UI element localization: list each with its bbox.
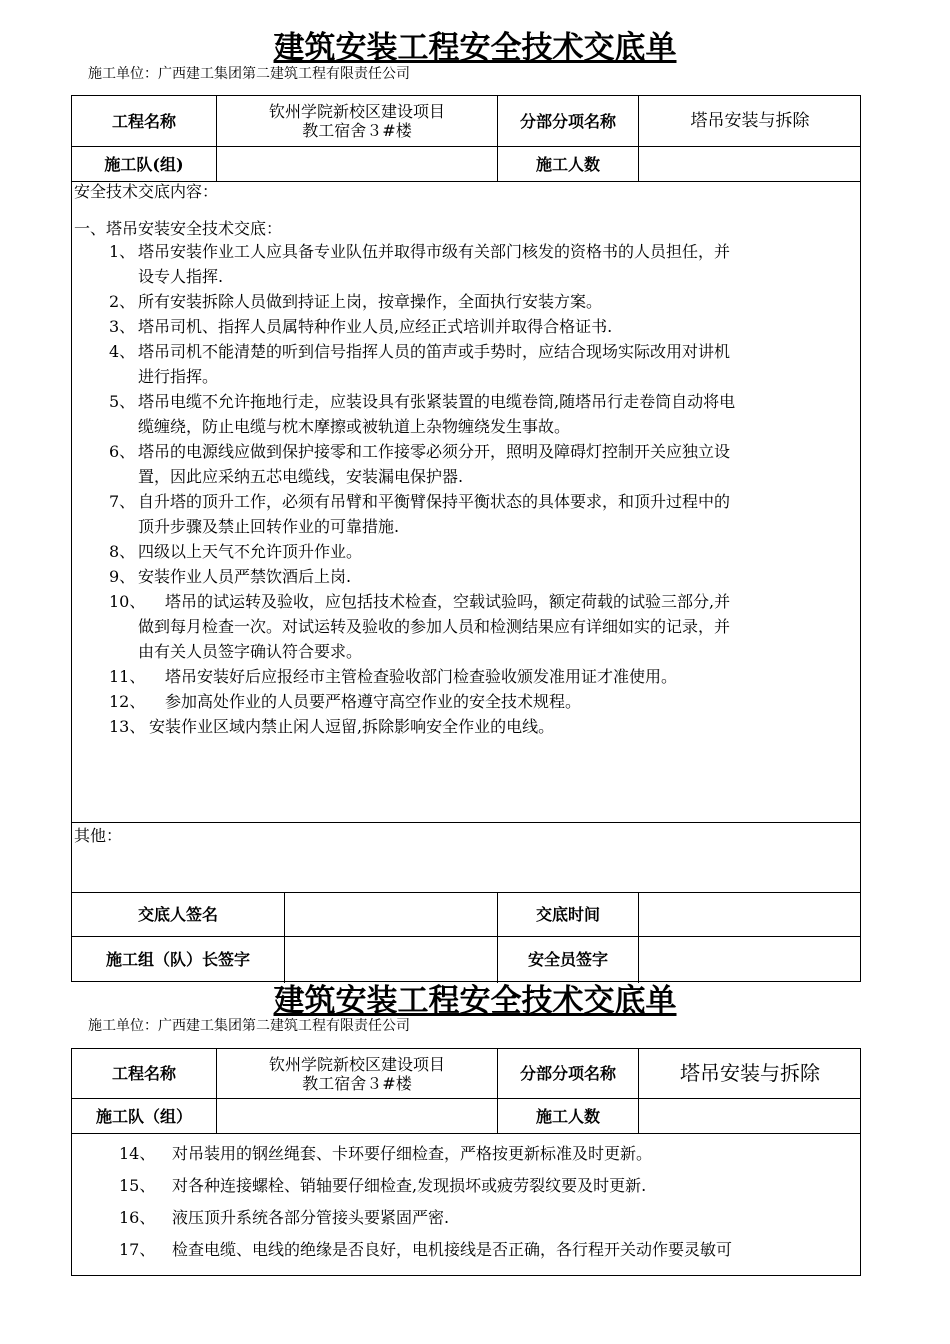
team-leader-signature-field[interactable]: [285, 937, 497, 982]
sub-item-value: 塔吊安装与拆除: [690, 110, 810, 131]
list-item-text: 塔吊安装作业工人应具备专业队伍并取得市级有关部门核发的资格书的人员担任，并: [138, 242, 731, 261]
list-item-text: 塔吊安装好后应报经市主管检查验收部门检查验收颁发准用证才准使用。: [149, 667, 678, 686]
list-item-number: 7、: [109, 492, 136, 511]
list-item-text: 设专人指挥.: [138, 267, 224, 286]
list-item-number: 3、: [109, 317, 136, 336]
list-item-number: 10、: [109, 592, 146, 611]
list-item-text: 进行指挥。: [138, 367, 219, 386]
list-item-number: 1、: [109, 242, 136, 261]
discloser-signature-field[interactable]: [285, 893, 497, 936]
list-item-text: 所有安装拆除人员做到持证上岗，按章操作，全面执行安装方案。: [138, 292, 603, 311]
team-value-2: [217, 1099, 497, 1133]
list-item-text: 塔吊司机、指挥人员属特种作业人员,应经正式培训并取得合格证书.: [138, 317, 613, 336]
project-name-value: [217, 96, 497, 146]
list-item-text: 置，因此应采纳五芯电缆线，安装漏电保护器.: [138, 467, 464, 486]
safety-officer-signature-label: 安全员签字: [527, 950, 608, 969]
list-item-text: 对吊装用的钢丝绳套、卡环要仔细检查，严格按更新标准及时更新。: [172, 1144, 653, 1163]
team-leader-signature-label: 施工组（队）长签字: [105, 950, 250, 969]
list-item-text: 塔吊电缆不允许拖地行走，应装设具有张紧装置的电缆卷筒,随塔吊行走卷筒自动将电: [138, 392, 736, 411]
list-item-number: 5、: [109, 392, 136, 411]
list-item-text: 四级以上天气不允许顶升作业。: [138, 542, 363, 561]
list-item-number: 15、: [119, 1176, 156, 1195]
sub-item-label: 分部分项名称: [519, 111, 616, 131]
worker-count-value-2: [639, 1099, 861, 1133]
list-item-text: 塔吊的电源线应做到保护接零和工作接零必须分开，照明及障碍灯控制开关应独立设: [138, 442, 731, 461]
content-label: 安全技术交底内容：: [74, 182, 219, 201]
list-item-text: 自升塔的顶升工作，必须有吊臂和平衡臂保持平衡状态的具体要求，和顶升过程中的: [138, 492, 731, 511]
section-title: 一、塔吊安装安全技术交底：: [74, 219, 283, 238]
worker-count-value: [639, 147, 861, 181]
list-item-number: 9、: [109, 567, 136, 586]
list-item-number: 8、: [109, 542, 136, 561]
list-item-text: 安装作业区域内禁止闲人逗留,拆除影响安全作业的电线。: [149, 717, 555, 736]
list-item-text: 对各种连接螺栓、销轴要仔细检查,发现损坏或疲劳裂纹要及时更新.: [172, 1176, 647, 1195]
list-item-text: 参加高处作业的人员要严格遵守高空作业的安全技术规程。: [149, 692, 582, 711]
sub-item-label-2: 分部分项名称: [519, 1064, 616, 1083]
sheet-1-form-table: [71, 95, 861, 982]
list-item-number: 12、: [109, 692, 146, 711]
sheet-2-title: 建筑安装工程安全技术交底单: [273, 983, 677, 1019]
list-item-number: 16、: [119, 1208, 156, 1227]
list-item-number: 6、: [109, 442, 136, 461]
team-label: 施工队(组): [104, 154, 184, 174]
discloser-signature-label: 交底人签名: [137, 905, 218, 924]
sheet-2-form-table: [71, 1048, 861, 1276]
disclosure-time-field[interactable]: [639, 893, 861, 936]
list-item-text: 做到每月检查一次。对试运转及验收的参加人员和检测结果应有详细如实的记录，并: [138, 617, 731, 636]
team-value: [217, 147, 497, 181]
list-item-number: 2、: [109, 292, 136, 311]
list-item-text: 安装作业人员严禁饮酒后上岗.: [138, 567, 352, 586]
project-name-label: 工程名称: [111, 111, 176, 131]
list-item-number: 11、: [109, 667, 146, 686]
worker-count-label-2: 施工人数: [535, 1106, 600, 1126]
project-name-line-1: 钦州学院新校区建设项目: [268, 1054, 445, 1074]
list-item-text: 顶升步骤及禁止回转作业的可靠措施.: [138, 517, 400, 536]
disclosure-time-label: 交底时间: [535, 905, 600, 924]
list-item-text: 检查电缆、电线的绝缘是否良好，电机接线是否正确，各行程开关动作要灵敏可: [172, 1240, 733, 1259]
list-item-number: 4、: [109, 342, 136, 361]
project-name-line-2: 教工宿舍３#楼: [302, 1073, 412, 1093]
list-item-text: 塔吊的试运转及验收，应包括技术检查，空载试验吗，额定荷载的试验三部分,并: [149, 592, 731, 611]
project-name-line-1: 钦州学院新校区建设项目: [268, 102, 445, 121]
list-item-number: 13、: [109, 717, 146, 736]
other-label: 其他：: [74, 826, 123, 845]
list-item-text: 缆缠绕，防止电缆与枕木摩擦或被轨道上杂物缠绕发生事故。: [138, 417, 571, 436]
list-item-text: 由有关人员签字确认符合要求。: [138, 642, 363, 661]
safety-officer-signature-field[interactable]: [639, 937, 861, 982]
project-name-value-2: [217, 1049, 497, 1098]
list-item-number: 14、: [119, 1144, 156, 1163]
sheet-2-construction-unit: 施工单位：广西建工集团第二建筑工程有限责任公司: [88, 1018, 410, 1034]
list-item-text: 塔吊司机不能清楚的听到信号指挥人员的笛声或手势时，应结合现场实际改用对讲机: [138, 342, 731, 361]
project-name-label-2: 工程名称: [111, 1064, 176, 1083]
sub-item-value-2: 塔吊安装与拆除: [680, 1061, 820, 1085]
sheet-1-construction-unit: 施工单位：广西建工集团第二建筑工程有限责任公司: [88, 66, 410, 82]
project-name-line-2: 教工宿舍３#楼: [302, 121, 412, 140]
list-item-text: 液压顶升系统各部分管接头要紧固严密.: [172, 1208, 450, 1227]
sheet-1-title: 建筑安装工程安全技术交底单: [273, 30, 677, 66]
worker-count-label: 施工人数: [535, 154, 600, 174]
list-item-number: 17、: [119, 1240, 156, 1259]
team-label-2: 施工队（组）: [95, 1106, 192, 1126]
